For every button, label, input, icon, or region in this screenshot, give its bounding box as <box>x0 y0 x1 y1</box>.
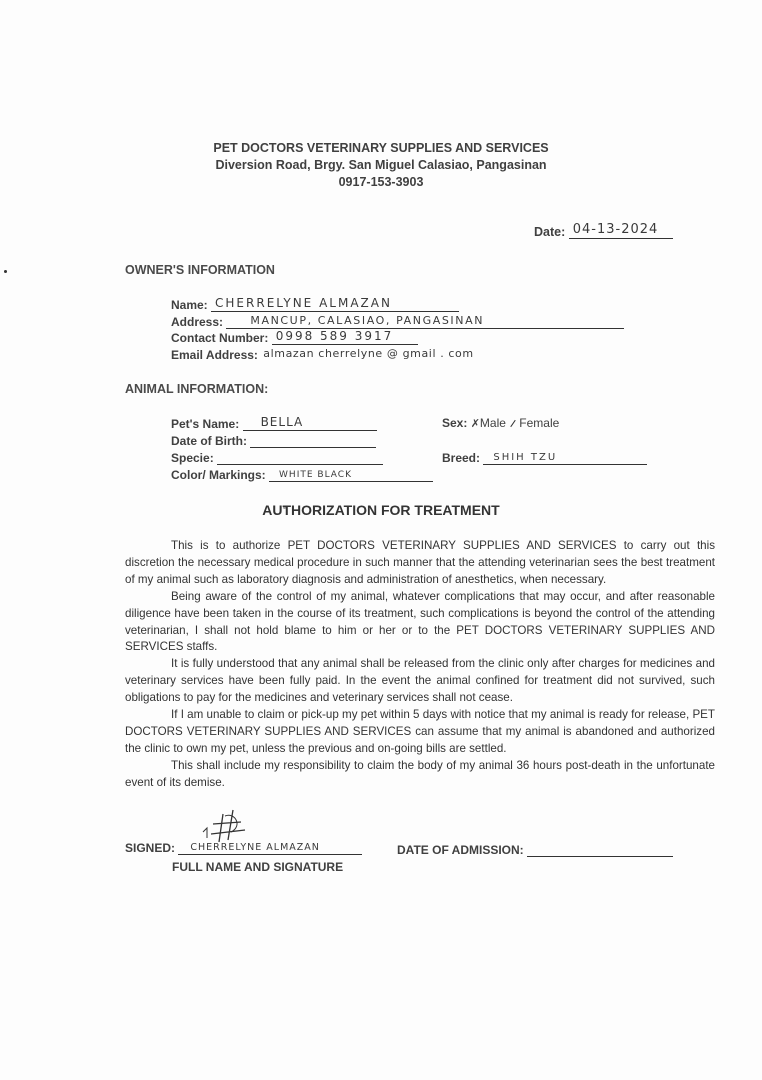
date-row <box>534 222 673 239</box>
dob-field[interactable] <box>250 433 376 448</box>
admission-label: DATE OF ADMISSION: <box>397 843 524 857</box>
specie-field[interactable] <box>217 450 383 465</box>
color-row <box>171 467 433 482</box>
clinic-header <box>0 140 762 191</box>
owner-contact-value: 0998 589 3917 <box>275 329 394 343</box>
owner-contact-field[interactable] <box>272 330 418 345</box>
owner-name-field[interactable] <box>211 297 459 312</box>
animal-section-title: ANIMAL INFORMATION: <box>125 382 269 396</box>
sex-male-label: Male <box>479 416 506 430</box>
owner-email-row <box>171 347 519 362</box>
date-value: 04-13-2024 <box>572 222 659 237</box>
owner-email-field[interactable] <box>261 347 519 362</box>
slash-icon <box>511 420 516 427</box>
clinic-address: Diversion Road, Brgy. San Miguel Calasiao, Pangasinan <box>215 158 547 172</box>
owner-email-label: Email Address: <box>171 348 258 362</box>
authorization-title: AUTHORIZATION FOR TREATMENT <box>262 502 500 518</box>
color-field[interactable] <box>269 467 433 482</box>
sex-row <box>442 416 559 430</box>
authorization-body <box>125 538 715 792</box>
specie-label: Specie: <box>171 451 214 465</box>
signed-row <box>125 840 362 855</box>
signed-name-value: CHERRELYNE ALMAZAN <box>190 842 320 853</box>
owner-contact-label: Contact Number: <box>171 331 269 345</box>
pet-name-label: Pet's Name: <box>171 417 240 431</box>
breed-value: SHIH TZU <box>493 452 558 463</box>
admission-date-field[interactable] <box>527 842 673 857</box>
owner-address-label: Address: <box>171 315 224 329</box>
authorization-paragraph: If I am unable to claim or pick-up my pet within 5 days with notice that my animal is ready for release, PET DOCTORS VETERINARY SUPPLIES AND SERVICES can assume that my animal is abandoned and authorized the clinic to own my pet, unless the previous and on-going bills are settled. <box>125 708 715 755</box>
signature-caption: FULL NAME AND SIGNATURE <box>172 860 344 874</box>
color-label: Color/ Markings: <box>171 468 266 482</box>
owner-name-label: Name: <box>171 298 208 312</box>
cross-mark-icon: ✗ <box>470 417 480 430</box>
dob-row <box>171 433 376 448</box>
signed-label: SIGNED: <box>125 841 176 855</box>
sex-female-option[interactable] <box>519 416 559 430</box>
owner-section-title: OWNER'S INFORMATION <box>125 263 275 277</box>
owner-address-field[interactable] <box>226 314 624 329</box>
admission-row <box>397 842 673 857</box>
authorization-paragraph: This is to authorize PET DOCTORS VETERINARY SUPPLIES AND SERVICES to carry out this discretion the necessary medical procedure in such manner that the attending veterinarian sees the best treatment of my animal such as laboratory diagnosis and administration of anesthetics, when necessary. <box>125 539 715 586</box>
breed-row <box>442 450 647 465</box>
owner-address-row <box>171 314 624 329</box>
date-label: Date: <box>534 225 566 239</box>
scan-speck <box>4 270 7 273</box>
sex-male-option[interactable] <box>471 416 506 430</box>
breed-field[interactable] <box>483 450 647 465</box>
dob-label: Date of Birth: <box>171 434 247 448</box>
signature-field[interactable] <box>178 840 362 855</box>
date-field[interactable] <box>569 222 673 239</box>
owner-name-row <box>171 297 459 312</box>
pet-name-value: BELLA <box>260 415 304 429</box>
breed-label: Breed: <box>442 451 481 465</box>
authorization-paragraph: This shall include my responsibility to claim the body of my animal 36 hours post-death in the unfortunate event of its demise. <box>125 758 715 789</box>
pet-name-row <box>171 416 377 431</box>
specie-row <box>171 450 383 465</box>
authorization-paragraph: It is fully understood that any animal shall be released from the clinic only after charges for medicines and veterinary services have been fully paid. In the event the animal confined for treatment did not survived, such obligations to pay for the medicines and veterinary services shall not cease. <box>125 657 715 705</box>
owner-address-value: MANCUP, CALASIAO, PANGASINAN <box>250 314 485 327</box>
authorization-paragraph: Being aware of the control of my animal, whatever complications that may occur, and after reasonable diligence have been taken in the course of its treatment, such complications is beyond the control of the attending veterinarian, I shall not hold blame to him or her or to the PET DOCTORS VETERINARY SUPPLIES AND SERVICES staffs. <box>125 589 715 654</box>
owner-name-value: CHERRELYNE ALMAZAN <box>215 296 392 310</box>
clinic-name: PET DOCTORS VETERINARY SUPPLIES AND SERVICES <box>213 141 549 155</box>
color-value: WHITE BLACK <box>279 470 352 480</box>
sex-label: Sex: <box>442 416 468 430</box>
sex-female-label: Female <box>519 416 560 430</box>
pet-name-field[interactable] <box>243 416 377 431</box>
owner-contact-row <box>171 330 418 345</box>
clinic-phone: 0917-153-3903 <box>338 175 424 189</box>
owner-email-value: almazan cherrelyne @ gmail . com <box>263 347 474 360</box>
